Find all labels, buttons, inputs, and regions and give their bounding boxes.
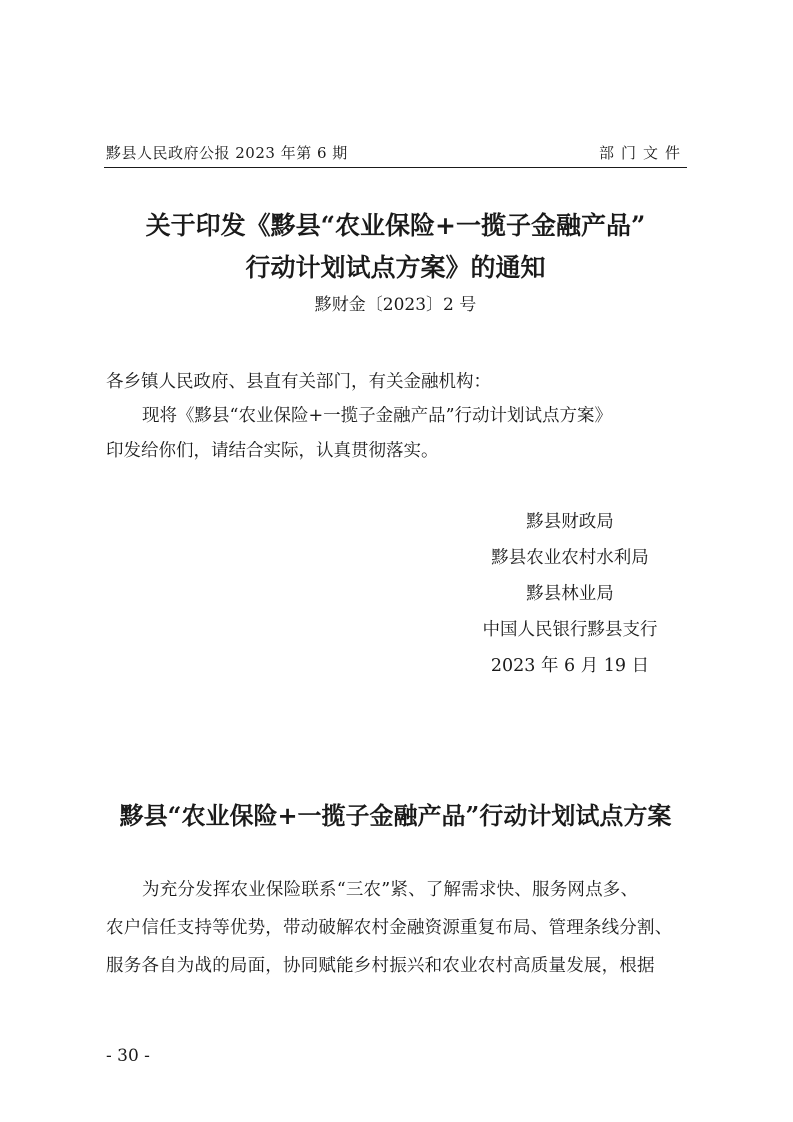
- notice-body-line-2: 印发给你们，请结合实际，认真贯彻落实。: [106, 441, 439, 461]
- recipients-line: 各乡镇人民政府、县直有关部门，有关金融机构：: [106, 372, 491, 392]
- section-label: 部门文件: [598, 144, 687, 162]
- signatory-pboc-branch: 中国人民银行黟县支行: [482, 620, 658, 640]
- signatory-finance-bureau: 黟县财政局: [526, 512, 614, 532]
- plan-body-line-2: 农户信任支持等优势，带动破解农村金融资源重复布局、管理条线分割、: [106, 918, 673, 938]
- document-number: 黟财金〔2023〕2 号: [314, 295, 477, 315]
- bulletin-issue-label: 黟县人民政府公报 2023 年第 6 期: [106, 144, 348, 162]
- header-divider: [104, 167, 687, 168]
- plan-title: 黟县“农业保险+一揽子金融产品”行动计划试点方案: [119, 801, 672, 830]
- plan-body-line-1: 为充分发挥农业保险联系“三农”紧、了解需求快、服务网点多、: [142, 880, 639, 900]
- notice-title-line-2: 行动计划试点方案》的通知: [245, 253, 546, 282]
- signatory-forestry-bureau: 黟县林业局: [526, 584, 614, 604]
- page-number: - 30 -: [106, 1046, 150, 1066]
- notice-title-line-1: 关于印发《黟县“农业保险+一揽子金融产品”: [145, 211, 646, 240]
- notice-body-line-1: 现将《黟县“农业保险+一揽子金融产品”行动计划试点方案》: [142, 406, 613, 426]
- signatory-agriculture-bureau: 黟县农业农村水利局: [491, 548, 649, 568]
- issue-date: 2023 年 6 月 19 日: [490, 656, 650, 676]
- plan-body-line-3: 服务各自为战的局面，协同赋能乡村振兴和农业农村高质量发展，根据: [106, 956, 655, 976]
